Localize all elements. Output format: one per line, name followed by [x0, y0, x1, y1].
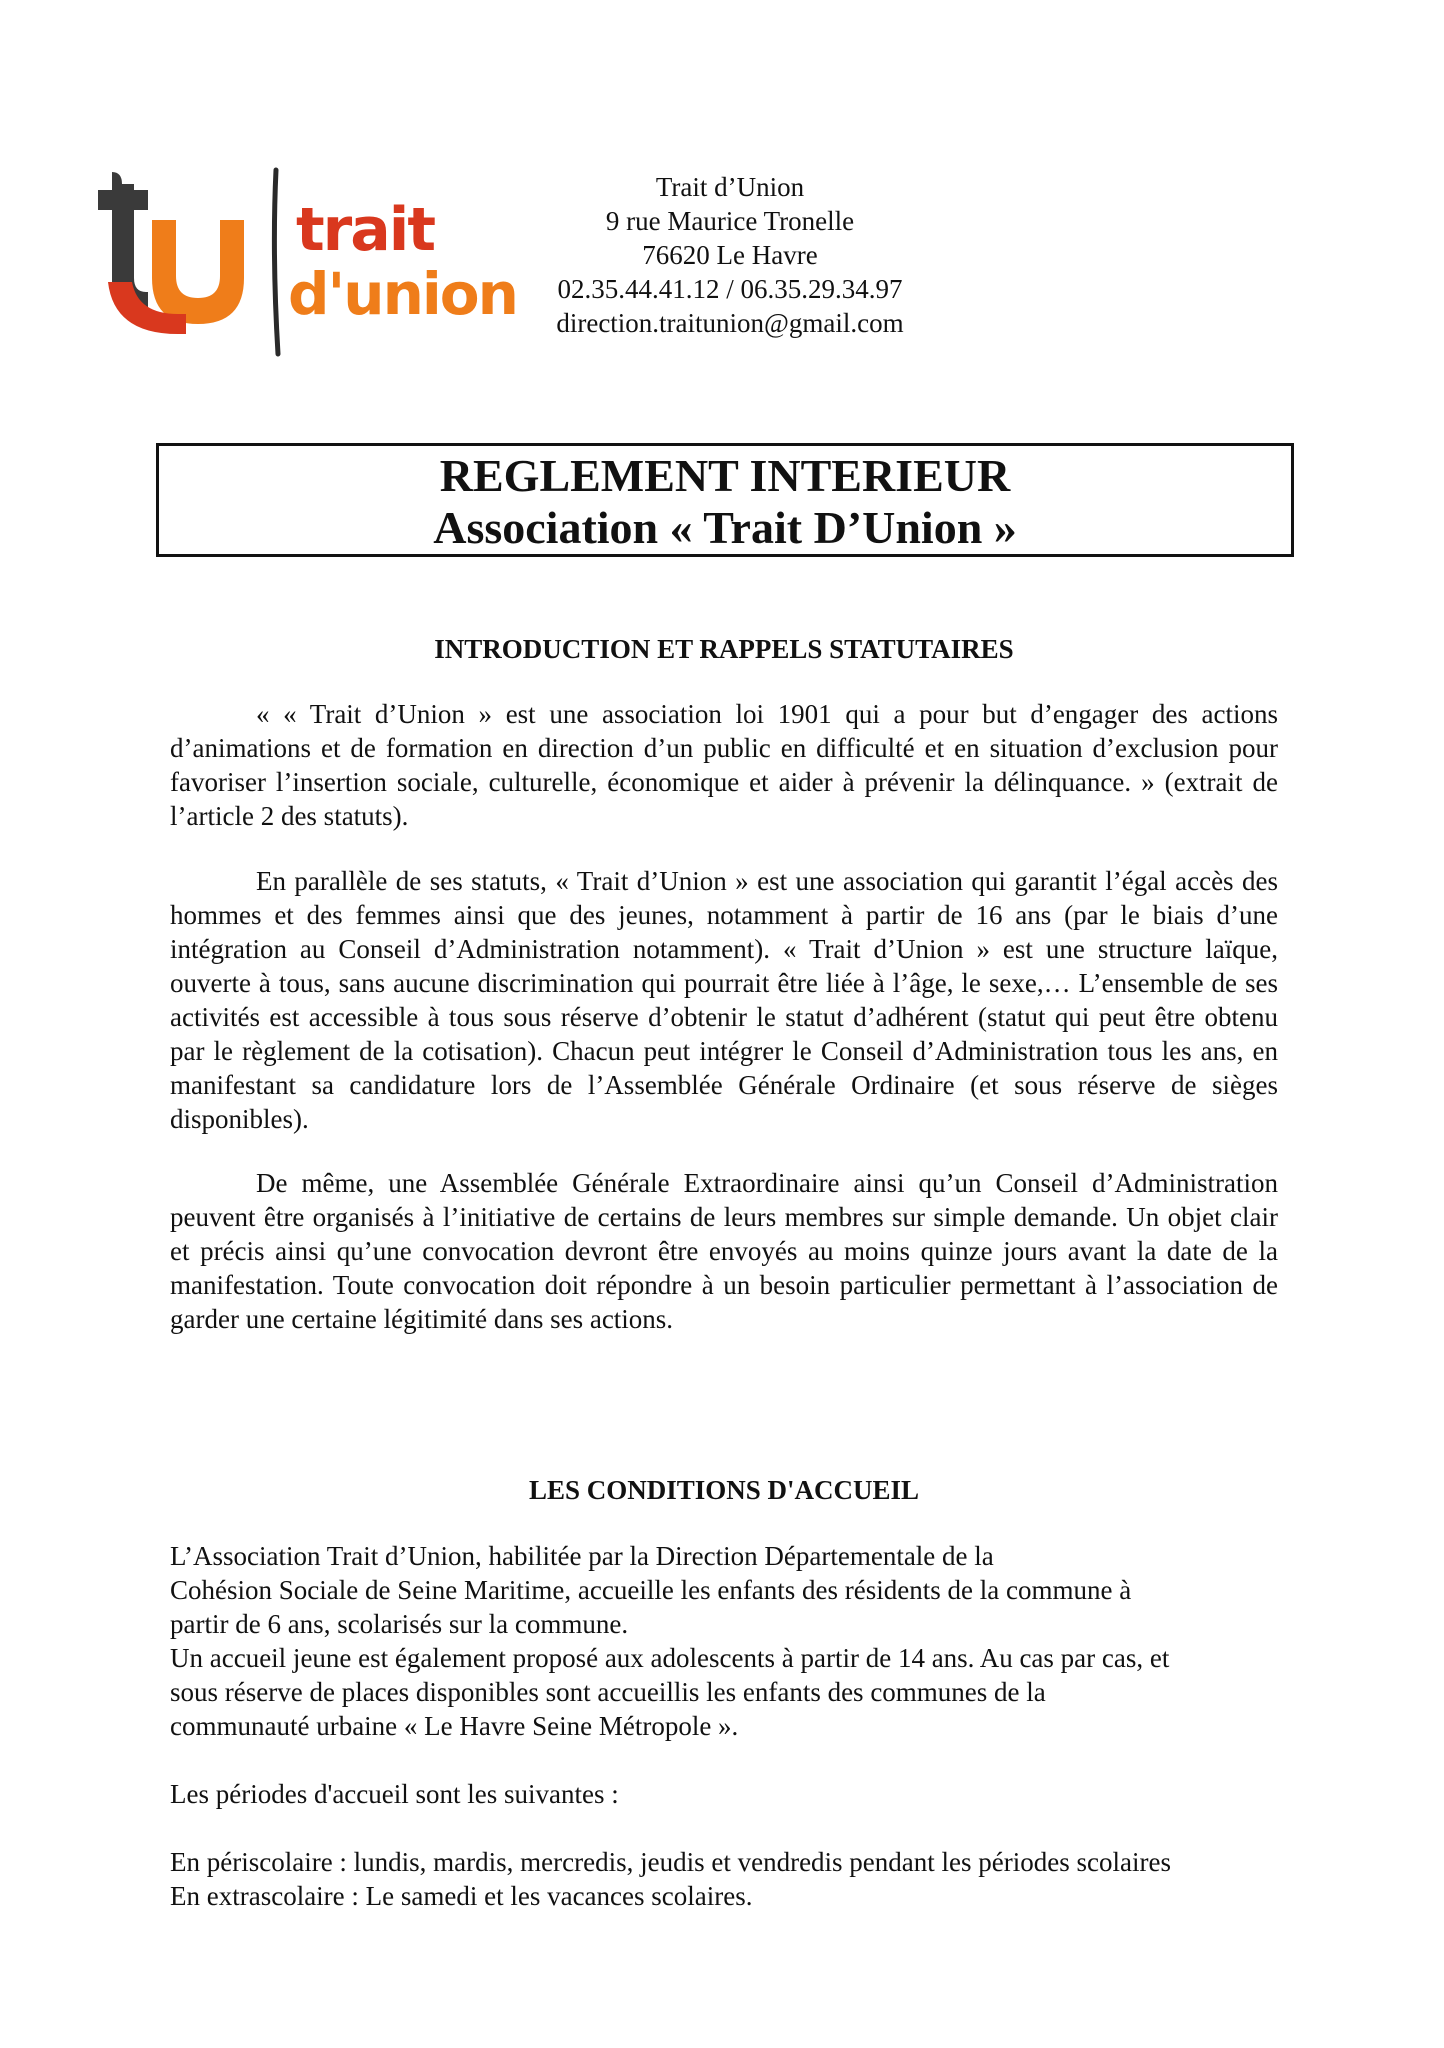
postal-city: 76620 Le Havre [642, 240, 818, 270]
section-heading-introduction: INTRODUCTION ET RAPPELS STATUTAIRES [434, 634, 1014, 664]
periods-intro [170, 1777, 1310, 1811]
text-line: sous réserve de places disponibles sont accueillis les enfants des communes de la [170, 1677, 1046, 1707]
intro-paragraph: En parallèle de ses statuts, « Trait d’Union » est une association qui garantit l’égal accès des hommes et des femmes ainsi que des jeunes, notamment à partir de 16 ans (par le biais d’une intégration au Conseil d’Administration notamment). « Trait d’Union » est une structure laïque, ouverte à tous, sans aucune discrimination qui pourrait être liée à l’âge, le sexe,… L’ensemble de ses activités est accessible à tous sous réserve d’obtenir le statut d’adhérent (statut qui peut être obtenu par le règlement de la cotisation). Chacun peut intégrer le Conseil d’Administration tous les ans, en manifestant sa candidature lors de l’Assemblée Générale Ordinaire (et sous réserve de sièges disponibles). [170, 866, 1278, 1134]
address-block [460, 170, 1000, 340]
periods-list [170, 1845, 1310, 1913]
phone-numbers: 02.35.44.41.12 / 06.35.29.34.97 [557, 274, 903, 304]
svg-text:d'union: d'union [288, 260, 517, 328]
document-subtitle: Association « Trait D’Union » [433, 502, 1017, 553]
text-line: Les périodes d'accueil sont les suivantes : [170, 1779, 619, 1809]
text-line: L’Association Trait d’Union, habilitée par la Direction Départementale de la [170, 1541, 994, 1571]
document-title: REGLEMENT INTERIEUR [439, 450, 1011, 501]
text-line: partir de 6 ans, scolarisés sur la commune. [170, 1609, 629, 1639]
accueil-text-block [170, 1539, 1310, 1743]
period-item: En extrascolaire : Le samedi et les vacances scolaires. [170, 1881, 753, 1911]
org-name: Trait d’Union [655, 172, 805, 202]
text-line: Cohésion Sociale de Seine Maritime, accueille les enfants des résidents de la commune à [170, 1575, 1132, 1605]
section-heading-accueil: LES CONDITIONS D'ACCUEIL [528, 1475, 920, 1505]
intro-paragraph: « « Trait d’Union » est une association loi 1901 qui a pour but d’engager des actions d’animations et de formation en direction d’un public en difficulté et en situation d’exclusion pour favoriser l’insertion sociale, culturelle, économique et aider à prévenir la délinquance. » (extrait de l’article 2 des statuts). [170, 699, 1278, 831]
trait-dunion-logo [88, 164, 517, 364]
title-box [156, 443, 1294, 557]
street-address: 9 rue Maurice Tronelle [605, 206, 855, 236]
email-address: direction.traitunion@gmail.com [556, 308, 904, 338]
svg-text:trait: trait [296, 195, 435, 265]
text-line: Un accueil jeune est également proposé aux adolescents à partir de 14 ans. Au cas par cas, et [170, 1643, 1170, 1673]
text-line: communauté urbaine « Le Havre Seine Métropole ». [170, 1711, 739, 1741]
period-item: En périscolaire : lundis, mardis, mercredis, jeudis et vendredis pendant les périodes scolaires [170, 1847, 1171, 1877]
intro-paragraph: De même, une Assemblée Générale Extraordinaire ainsi qu’un Conseil d’Administration peuvent être organisés à l’initiative de certains de leurs membres sur simple demande. Un objet clair et précis ainsi qu’une convocation devront être envoyés au moins quinze jours avant la date de la manifestation. Toute convocation doit répondre à un besoin particulier permettant à l’association de garder une certaine légitimité dans ses actions. [170, 1168, 1278, 1334]
